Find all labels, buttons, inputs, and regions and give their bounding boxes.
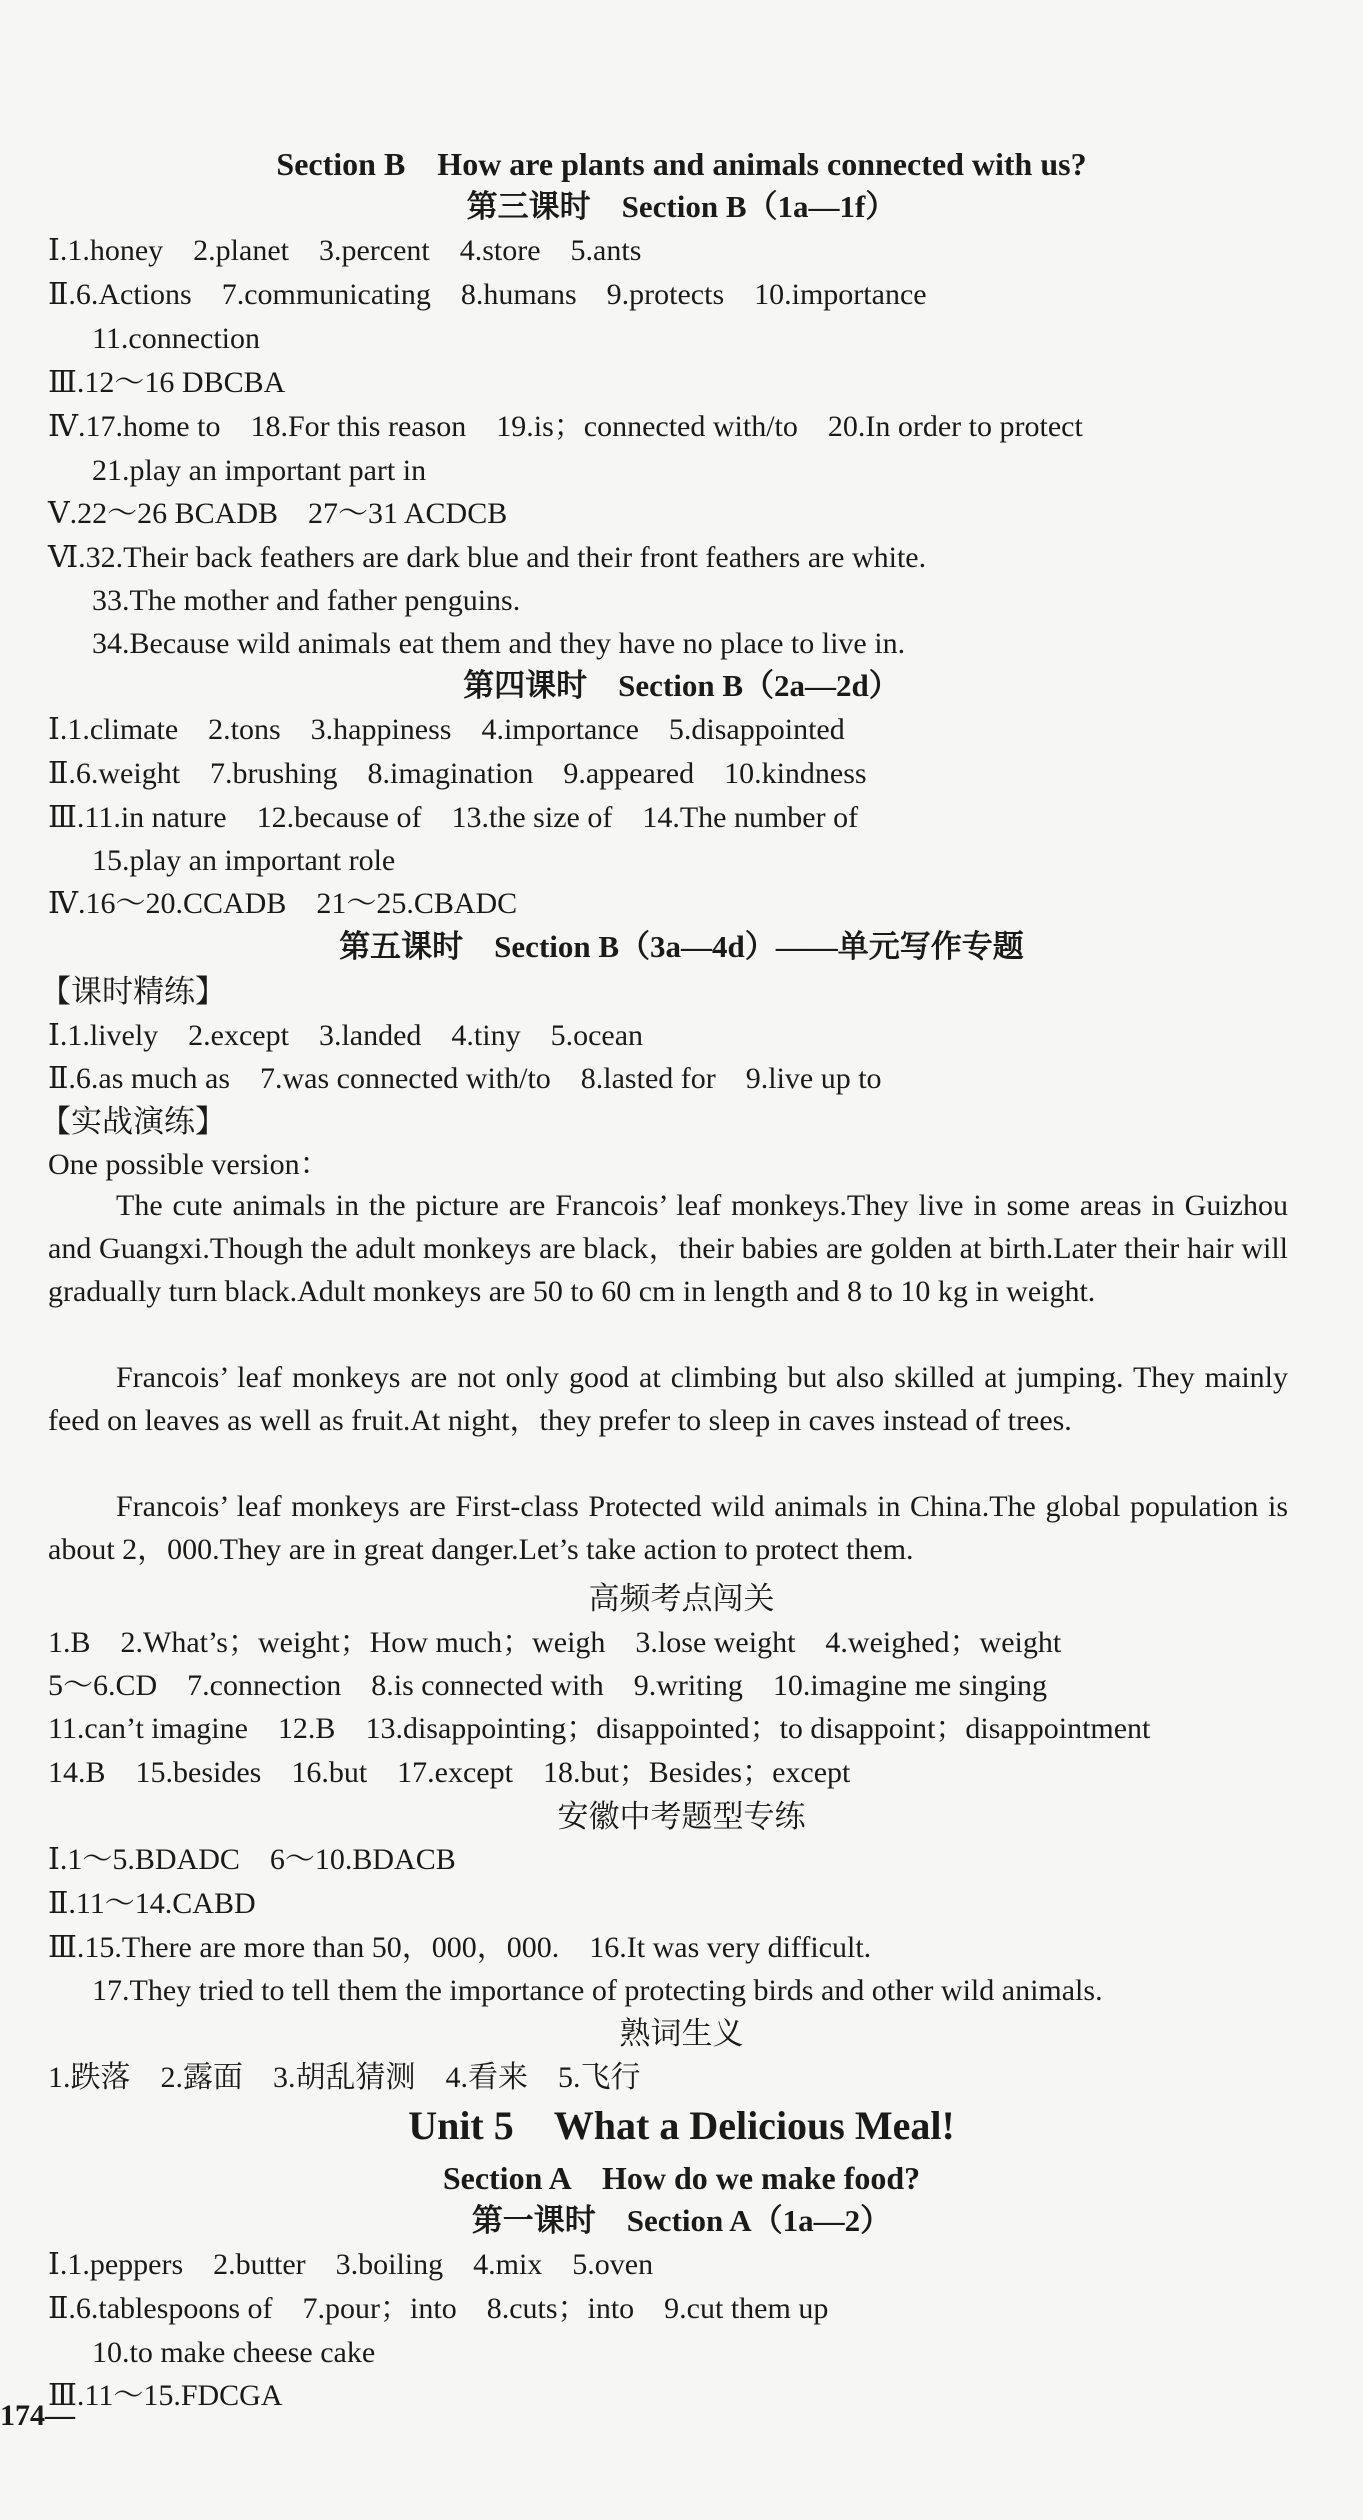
section-b-title: Section B How are plants and animals connected with us?: [276, 146, 1087, 182]
answer-line: Ⅰ.1.honey 2.planet 3.percent 4.store 5.ants: [48, 234, 642, 267]
answer-line: Ⅲ.11.in nature 12.because of 13.the size of 14.The number of: [48, 801, 859, 834]
lesson-1-heading: 第一课时 Section A（1a—2）: [471, 2203, 892, 2238]
answer-line: Ⅰ.1.lively 2.except 3.landed 4.tiny 5.ocean: [48, 1019, 644, 1052]
unit-5-title: Unit 5 What a Delicious Meal!: [408, 2103, 955, 2148]
anhui-heading: 安徽中考题型专练: [557, 1799, 806, 1834]
answer-line: Ⅱ.6.tablespoons of 7.pour；into 8.cuts；into 9.cut them up: [48, 2292, 829, 2325]
section-a-title: Section A How do we make food?: [442, 2160, 921, 2196]
answer-line: 1.B 2.What’s；weight；How much；weigh 3.lose weight 4.weighed；weight: [48, 1626, 1062, 1659]
writing-label: 【实战演练】: [40, 1104, 226, 1139]
answer-line: Ⅵ.32.Their back feathers are dark blue and their front feathers are white.: [48, 541, 927, 574]
answer-line: Ⅰ.1.climate 2.tons 3.happiness 4.importance 5.disappointed: [48, 713, 845, 746]
essay-paragraph: Francois’ leaf monkeys are not only good at climbing but also skilled at jumping. They mainly feed on leaves as well as fruit.At night，they prefer to sleep in caves instead of trees.: [48, 1361, 1288, 1437]
answer-line: 1.跌落 2.露面 3.胡乱猜测 4.看来 5.飞行: [48, 2061, 641, 2094]
answer-line: Ⅱ.6.Actions 7.communicating 8.humans 9.protects 10.importance: [48, 278, 927, 311]
answer-line: Ⅰ.1～5.BDADC 6～10.BDACB: [48, 1843, 456, 1876]
page-number: 174—: [0, 2399, 75, 2432]
essay-paragraph: Francois’ leaf monkeys are First-class Protected wild animals in China.The global population is about 2，000.They are in great danger.Let’s take action to protect them.: [48, 1490, 1288, 1566]
answer-line: Ⅳ.16～20.CCADB 21～25.CBADC: [48, 887, 518, 920]
answer-line: 11.connection: [92, 322, 261, 355]
answer-line: Ⅰ.1.peppers 2.butter 3.boiling 4.mix 5.oven: [48, 2248, 654, 2281]
answer-line: 10.to make cheese cake: [92, 2336, 376, 2369]
lesson-5-heading: 第五课时 Section B（3a—4d）——单元写作专题: [339, 929, 1024, 964]
essay-paragraph: The cute animals in the picture are Francois’ leaf monkeys.They live in some areas in Guizhou and Guangxi.Though the adult monkeys are black，their babies are golden at birth.Later their hair will gradually turn black.Adult monkeys are 50 to 60 cm in length and 8 to 10 kg in weight.: [48, 1189, 1288, 1308]
lesson-3-heading: 第三课时 Section B（1a—1f）: [466, 189, 897, 224]
practice-label: 【课时精练】: [40, 974, 226, 1009]
answer-line: Ⅲ.15.There are more than 50，000，000. 16.It was very difficult.: [48, 1931, 872, 1964]
answer-line: Ⅴ.22～26 BCADB 27～31 ACDCB: [48, 497, 508, 530]
familiar-words-heading: 熟词生义: [619, 2016, 744, 2051]
answer-line: Ⅲ.11～15.FDCGA: [48, 2379, 283, 2412]
answer-line: 15.play an important role: [92, 844, 396, 877]
version-label: One possible version：: [48, 1148, 330, 1181]
answer-line: 21.play an important part in: [92, 454, 427, 487]
lesson-4-heading: 第四课时 Section B（2a—2d）: [463, 668, 900, 703]
high-frequency-heading: 高频考点闯关: [588, 1581, 775, 1616]
answer-line: 14.B 15.besides 16.but 17.except 18.but；Besides；except: [48, 1756, 851, 1789]
answer-line: 34.Because wild animals eat them and they have no place to live in.: [92, 627, 906, 660]
answer-line: Ⅳ.17.home to 18.For this reason 19.is；connected with/to 20.In order to protect: [48, 410, 1083, 443]
answer-line: Ⅲ.12～16 DBCBA: [48, 366, 286, 399]
answer-line: Ⅱ.6.as much as 7.was connected with/to 8.lasted for 9.live up to: [48, 1062, 882, 1095]
answer-line: 5～6.CD 7.connection 8.is connected with 9.writing 10.imagine me singing: [48, 1669, 1048, 1702]
answer-line: 11.can’t imagine 12.B 13.disappointing；disappointed；to disappoint；disappointment: [48, 1712, 1151, 1745]
answer-line: Ⅱ.11～14.CABD: [48, 1887, 256, 1920]
answer-line: 33.The mother and father penguins.: [92, 584, 521, 617]
answer-line: Ⅱ.6.weight 7.brushing 8.imagination 9.appeared 10.kindness: [48, 757, 867, 790]
answer-line: 17.They tried to tell them the importance of protecting birds and other wild animals.: [92, 1974, 1103, 2007]
